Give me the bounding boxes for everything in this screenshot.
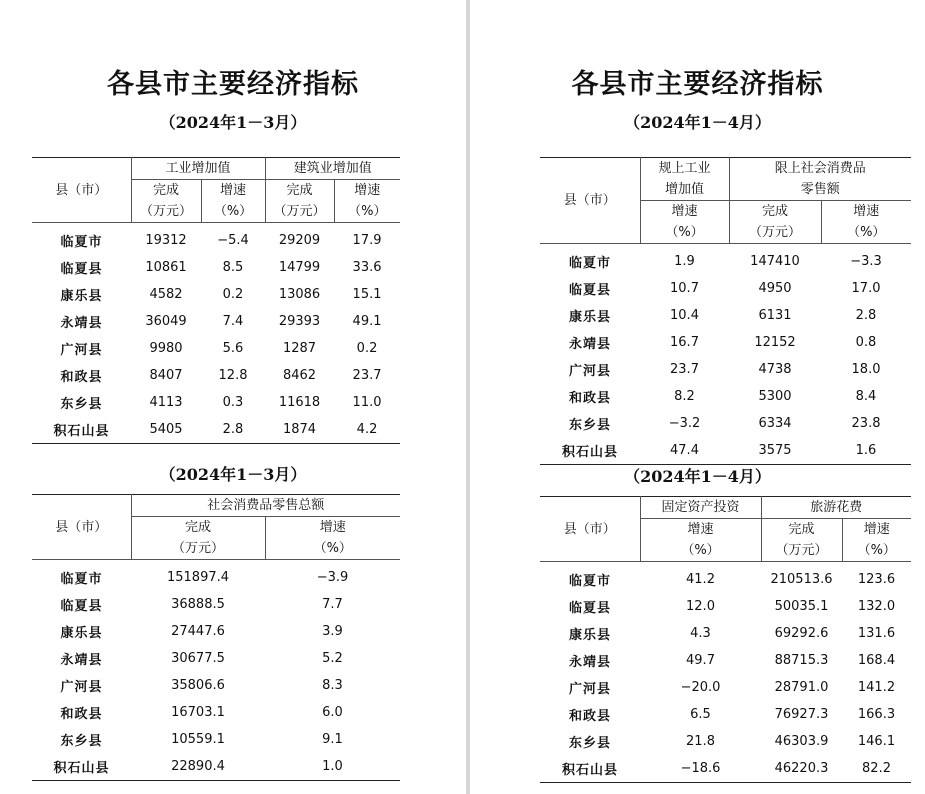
table-cell: 4.2	[356, 422, 378, 437]
table-cell: 28791.0	[774, 680, 829, 695]
county-name: 广河县	[60, 343, 103, 358]
column-header: 增速 （%）	[640, 201, 729, 244]
table-cell: 9.1	[322, 732, 343, 747]
county-name: 临夏市	[60, 572, 103, 587]
industry-value-header: 规上工业 增加值	[640, 158, 729, 201]
retail-sales-table	[32, 494, 400, 781]
county-name: 和政县	[60, 370, 103, 385]
table-cell: 141.2	[857, 680, 896, 695]
table-cell: −3.2	[668, 416, 701, 431]
table-cell: 36888.5	[171, 597, 225, 612]
column-header: 增速 （%）	[334, 180, 400, 223]
county-header: 县（市）	[540, 158, 640, 244]
table-subtitle: （2024年1－4月）	[624, 113, 771, 132]
county-name: 广河县	[60, 680, 103, 695]
county-header: 县（市）	[32, 158, 131, 223]
county-name: 东乡县	[60, 397, 103, 412]
table-cell: 166.3	[857, 707, 896, 722]
table-row	[540, 728, 911, 755]
table-row	[540, 701, 911, 728]
table-cell: 12.8	[218, 368, 248, 383]
table-cell: 9980	[149, 341, 183, 356]
table-subtitle: （2024年1－3月）	[159, 113, 307, 132]
table-cell: 49.1	[352, 314, 382, 329]
table-cell: 23.8	[851, 416, 881, 431]
page-title: 各县市主要经济指标	[571, 69, 824, 100]
table-cell: 30677.5	[171, 651, 225, 666]
table-row	[540, 302, 911, 329]
table-cell: 1287	[282, 341, 317, 356]
table-row	[540, 437, 911, 465]
table-cell: 168.4	[857, 653, 896, 668]
county-name: 东乡县	[568, 418, 611, 433]
table-row	[540, 620, 911, 647]
county-name: 积石山县	[53, 761, 110, 776]
table-cell: 4582	[149, 287, 183, 302]
table-cell: 7.7	[322, 597, 343, 612]
county-name: 康乐县	[568, 628, 611, 643]
retail-sales-header: 社会消费品零售总额	[131, 495, 400, 517]
table-row	[540, 593, 911, 620]
table-row	[32, 335, 400, 362]
column-header: 完成 （万元）	[729, 201, 821, 244]
table-cell: 5405	[149, 422, 183, 437]
table-cell: −3.3	[850, 254, 882, 269]
table-cell: 29209	[278, 233, 321, 248]
table-row	[540, 356, 911, 383]
column-header: 完成 （万元）	[131, 180, 201, 223]
county-name: 康乐县	[568, 310, 611, 325]
industry-value-header: 工业增加值	[131, 158, 265, 180]
table-row	[540, 562, 911, 594]
county-name: 积石山县	[53, 424, 110, 439]
table-cell: 17.9	[352, 233, 382, 248]
table-cell: 50035.1	[774, 599, 829, 614]
county-name: 广河县	[568, 682, 611, 697]
table-cell: 41.2	[686, 572, 715, 587]
table-cell: 69292.6	[774, 626, 829, 641]
column-header: 完成 （万元）	[761, 519, 842, 562]
table-row	[540, 647, 911, 674]
construction-value-header: 建筑业增加值	[265, 158, 400, 180]
table-row	[32, 362, 400, 389]
county-name: 永靖县	[568, 337, 611, 352]
table-cell: 19312	[145, 233, 187, 248]
table-cell: 35806.6	[171, 678, 225, 693]
table-row	[32, 618, 400, 645]
column-header: 增速 （%）	[821, 201, 911, 244]
table-cell: 10.7	[670, 281, 699, 296]
table-cell: 8.5	[222, 260, 244, 275]
table-cell: 8462	[282, 368, 317, 383]
county-header: 县（市）	[32, 495, 131, 560]
table-row	[540, 410, 911, 437]
table-cell: 0.2	[222, 287, 244, 302]
table-cell: 18.0	[851, 362, 881, 377]
table-cell: 22890.4	[171, 759, 225, 774]
table-cell: 10559.1	[171, 732, 225, 747]
table-cell: 1.9	[674, 254, 695, 269]
table-cell: 5.6	[222, 341, 244, 356]
table-cell: 10861	[145, 260, 187, 275]
county-name: 永靖县	[568, 655, 611, 670]
table-subtitle: （2024年1－4月）	[624, 467, 771, 486]
table-cell: 11.0	[352, 395, 382, 410]
table-cell: 146.1	[857, 734, 896, 749]
county-name: 和政县	[60, 707, 103, 722]
table-cell: 210513.6	[770, 572, 833, 587]
table-cell: 131.6	[857, 626, 896, 641]
county-name: 积石山县	[561, 445, 618, 460]
table-cell: 14799	[278, 260, 321, 275]
table-cell: 3575	[758, 443, 792, 458]
table-row	[540, 275, 911, 302]
county-name: 临夏县	[60, 599, 103, 614]
table-row	[540, 329, 911, 356]
county-name: 临夏县	[568, 601, 611, 616]
county-name: 临夏市	[568, 574, 611, 589]
table-cell: 21.8	[686, 734, 715, 749]
industry-construction-table	[32, 157, 400, 444]
county-name: 永靖县	[60, 653, 103, 668]
table-subtitle: （2024年1－3月）	[159, 465, 307, 484]
table-cell: 29393	[278, 314, 321, 329]
table-cell: −3.9	[316, 570, 349, 585]
table-cell: 82.2	[862, 761, 891, 776]
table-cell: 3.9	[322, 624, 343, 639]
table-cell: 46220.3	[774, 761, 829, 776]
investment-tourism-table	[540, 496, 911, 783]
table-cell: 132.0	[857, 599, 896, 614]
county-name: 积石山县	[561, 763, 618, 778]
fixed-investment-header: 固定资产投资	[640, 497, 761, 519]
table-cell: 123.6	[857, 572, 896, 587]
table-cell: 36049	[145, 314, 187, 329]
column-header: 增速 （%）	[842, 519, 911, 562]
table-cell: 47.4	[670, 443, 699, 458]
county-name: 康乐县	[60, 626, 103, 641]
table-cell: 6.0	[322, 705, 343, 720]
column-header: 增速 （%）	[265, 517, 400, 560]
table-row	[540, 383, 911, 410]
county-name: 永靖县	[60, 316, 103, 331]
county-header: 县（市）	[540, 497, 640, 562]
table-row	[32, 416, 400, 444]
table-cell: 6131	[758, 308, 792, 323]
table-cell: 15.1	[352, 287, 382, 302]
table-cell: 5.2	[322, 651, 343, 666]
table-cell: 8.2	[674, 389, 695, 404]
table-row	[32, 591, 400, 618]
table-cell: 8.4	[855, 389, 877, 404]
table-cell: 12152	[754, 335, 796, 350]
table-cell: 11618	[278, 395, 321, 410]
table-cell: 151897.4	[166, 570, 230, 585]
table-cell: −5.4	[217, 233, 249, 248]
table-cell: 49.7	[686, 653, 715, 668]
right-page	[470, 0, 925, 794]
industry-retail-table	[540, 157, 911, 465]
table-row	[540, 244, 911, 276]
county-name: 临夏县	[60, 262, 103, 277]
table-row	[32, 753, 400, 781]
table-row	[32, 560, 400, 592]
table-cell: 0.8	[855, 335, 877, 350]
table-row	[32, 645, 400, 672]
table-cell: 147410	[750, 254, 800, 269]
table-cell: 76927.3	[774, 707, 829, 722]
county-name: 康乐县	[60, 289, 103, 304]
table-cell: 16703.1	[171, 705, 225, 720]
table-cell: 33.6	[352, 260, 382, 275]
table-cell: 13086	[278, 287, 321, 302]
table-cell: 10.4	[670, 308, 699, 323]
county-name: 临夏县	[568, 283, 611, 298]
page-title: 各县市主要经济指标	[107, 69, 359, 100]
table-cell: 23.7	[352, 368, 382, 383]
column-header: 增速 （%）	[640, 519, 761, 562]
table-cell: 6334	[758, 416, 792, 431]
table-cell: 4.3	[690, 626, 711, 641]
table-cell: 1.0	[322, 759, 343, 774]
table-cell: 8407	[149, 368, 183, 383]
table-row	[540, 674, 911, 701]
table-cell: 7.4	[222, 314, 244, 329]
county-name: 临夏市	[60, 235, 103, 250]
table-cell: 27447.6	[171, 624, 225, 639]
table-row	[540, 755, 911, 783]
county-name: 和政县	[568, 709, 611, 724]
county-name: 临夏市	[568, 256, 611, 271]
table-cell: 4113	[149, 395, 183, 410]
table-cell: 1874	[282, 422, 317, 437]
table-row	[32, 699, 400, 726]
county-name: 广河县	[568, 364, 611, 379]
table-cell: 2.8	[222, 422, 244, 437]
table-cell: 5300	[758, 389, 792, 404]
column-header: 完成 （万元）	[265, 180, 334, 223]
table-cell: −18.6	[680, 761, 721, 776]
table-cell: 16.7	[670, 335, 699, 350]
table-cell: −20.0	[680, 680, 721, 695]
table-cell: 6.5	[690, 707, 711, 722]
retail-sales-header: 限上社会消费品 零售额	[729, 158, 911, 201]
table-cell: 1.6	[855, 443, 877, 458]
table-cell: 4950	[758, 281, 792, 296]
table-cell: 0.2	[356, 341, 378, 356]
table-cell: 4738	[758, 362, 792, 377]
table-cell: 12.0	[686, 599, 715, 614]
table-row	[32, 254, 400, 281]
table-row	[32, 672, 400, 699]
tourism-spending-header: 旅游花费	[761, 497, 911, 519]
table-row	[32, 308, 400, 335]
table-cell: 46303.9	[774, 734, 829, 749]
table-row	[32, 726, 400, 753]
county-name: 东乡县	[568, 736, 611, 751]
table-row	[32, 281, 400, 308]
table-cell: 17.0	[851, 281, 881, 296]
county-name: 东乡县	[60, 734, 103, 749]
table-cell: 88715.3	[774, 653, 829, 668]
table-cell: 0.3	[222, 395, 244, 410]
column-header: 增速 （%）	[201, 180, 265, 223]
county-name: 和政县	[568, 391, 611, 406]
column-header: 完成 （万元）	[131, 517, 265, 560]
table-row	[32, 389, 400, 416]
table-cell: 2.8	[855, 308, 877, 323]
table-row	[32, 223, 400, 255]
table-cell: 23.7	[670, 362, 699, 377]
table-cell: 8.3	[322, 678, 343, 693]
